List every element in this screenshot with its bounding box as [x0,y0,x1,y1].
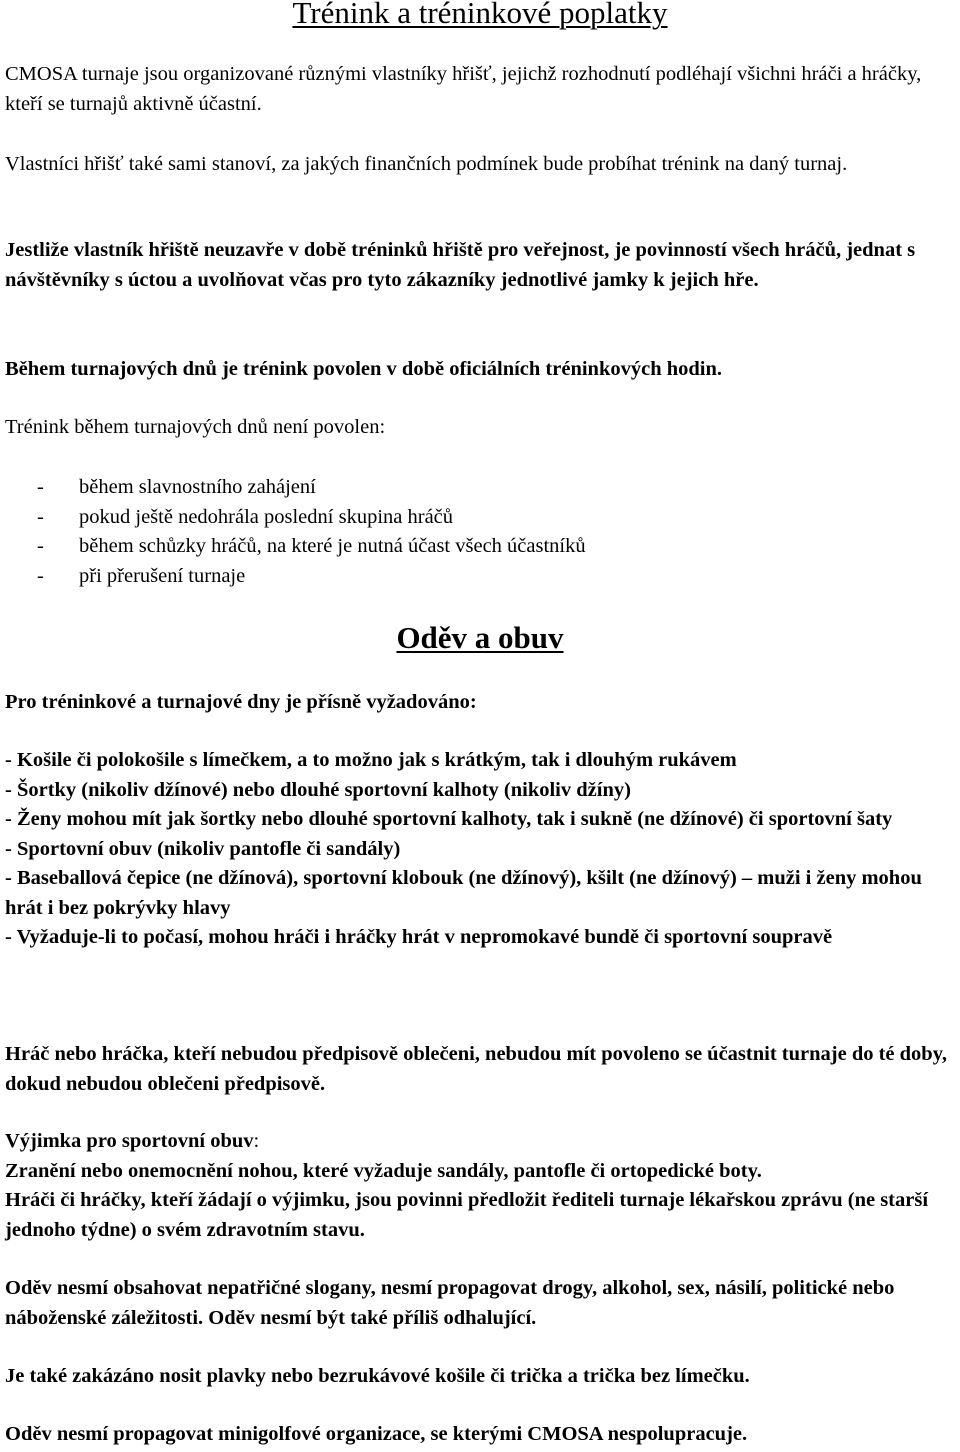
list-item: - během schůzky hráčů, na které je nutná účast všech účastníků [5,532,945,562]
list-item: - Ženy mohou mít jak šortky nebo dlouhé sportovní kalhoty, tak i sukně (ne džínové) či sportovní šaty [5,808,893,830]
exception-line-2: Hráči či hráčky, kteří žádají o výjimku, jsou povinni předložit řediteli turnaje lékařskou zprávu (ne starší jednoho týdne) o svém zdravotním stavu. [5,1189,929,1241]
swimwear-paragraph: Je také zakázáno nosit plavky nebo bezrukávové košile či trička a trička bez límečku. [5,1365,750,1387]
list-item: - během slavnostního zahájení [5,473,945,503]
dress-rules-list [5,746,957,953]
exception-line-1: Zranění nebo onemocnění nohou, které vyžaduje sandály, pantofle či ortopedické boty. [5,1159,762,1182]
public-course-paragraph: Jestliže vlastník hřiště neuzavře v době tréninků hřiště pro veřejnost, je povinností všech hráčů, jednat s návštěvníky s úctou a uvolňovat včas pro tyto zákazníky jednotlivé jamky k jejich hře. [5,239,916,291]
restrictions-heading: Trénink během turnajových dnů není povolen: [5,416,386,438]
list-item: - Sportovní obuv (nikoliv pantofle či sandály) [5,837,401,860]
list-item: - Šortky (nikoliv džínové) nebo dlouhé sportovní kalhoty (nikoliv džíny) [5,778,631,801]
official-hours-paragraph: Během turnajových dnů je trénink povolen v době oficiálních tréninkových hodin. [5,358,723,380]
page-title: Trénink a tréninkové poplatky [292,0,668,30]
list-item: - pokud ještě nedohrála poslední skupina hráčů [5,503,945,533]
fees-paragraph: Vlastníci hřišť také sami stanoví, za jakých finančních podmínek bude probíhat trénink na daný turnaj. [5,153,848,175]
exception-block [5,1127,957,1245]
list-item: - Vyžaduje-li to počasí, mohou hráči i hráčky hrát v nepromokavé bundě či sportovní soupravě [5,926,833,948]
list-item: - Baseballová čepice (ne džínová), sportovní klobouk (ne džínový), kšilt (ne džínový) – muži i ženy mohou hrát i bez pokrývky hlavy [5,867,922,919]
dress-intro: Pro tréninkové a turnajové dny je přísně vyžadováno: [5,691,477,713]
dress-consequence-paragraph: Hráč nebo hráčka, kteří nebudou předpisově oblečeni, nebudou mít povoleno se účastnit turnaje do té doby, dokud nebudou oblečeni předpisově. [5,1043,947,1095]
intro-paragraph: CMOSA turnaje jsou organizované různými vlastníky hřišť, jejichž rozhodnutí podléhají všichni hráči a hráčky, kteří se turnajů aktivně účastní. [5,63,922,115]
list-item: - při přerušení turnaje [5,562,945,592]
organizations-paragraph: Oděv nesmí propagovat minigolfové organizace, se kterými CMOSA nespolupracuje. [5,1423,748,1445]
exception-label: Výjimka pro sportovní obuv [5,1130,254,1152]
list-item: - Košile či polokošile s límečkem, a to možno jak s krátkým, tak i dlouhým rukávem [5,749,737,771]
clothing-content-paragraph: Oděv nesmí obsahovat nepatřičné slogany, nesmí propagovat drogy, alkohol, sex, násilí, politické nebo náboženské záležitosti. Oděv nesmí být také příliš odhalující. [5,1277,895,1329]
training-restrictions-list [5,473,945,591]
exception-colon: : [253,1130,260,1152]
section-title: Oděv a obuv [396,620,564,655]
